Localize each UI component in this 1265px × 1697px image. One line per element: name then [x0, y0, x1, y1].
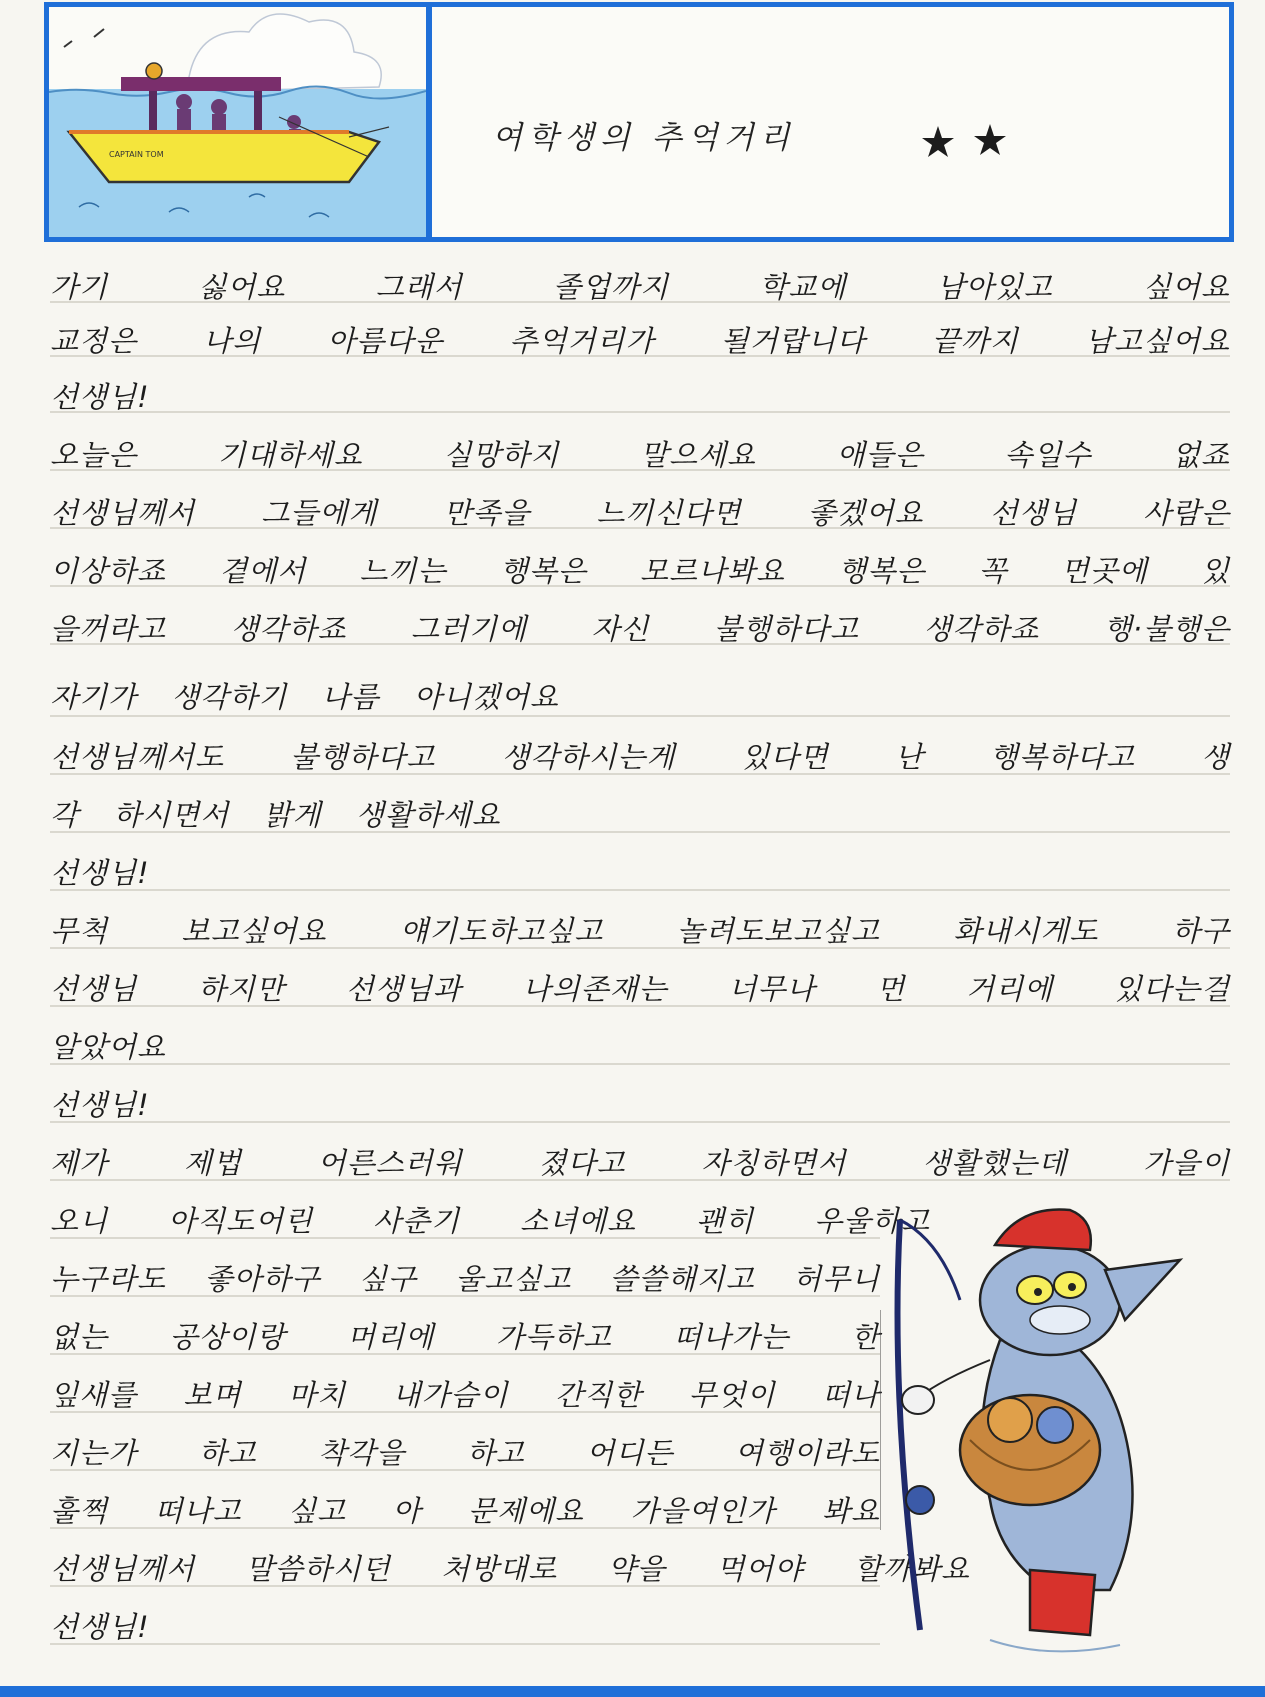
- letter-line-text: 선생님께서 그들에게 만족을 느끼신다면 좋겠어요 선생님 사람은: [50, 496, 1230, 530]
- letter-line: [50, 1482, 880, 1530]
- letter-line: [50, 1250, 880, 1298]
- bottom-border-band: [0, 1686, 1265, 1697]
- letter-line-text: 선생님 하지만 선생님과 나의존재는 너무나 먼 거리에 있다는걸: [50, 972, 1230, 1006]
- letter-line-text: 자기가 생각하기 나름 아니겠어요: [50, 680, 559, 714]
- letter-line: [50, 1540, 970, 1588]
- letter-line: [50, 258, 1230, 306]
- letter-line: [50, 1308, 880, 1356]
- letter-line-text: 선생님!: [50, 856, 150, 890]
- letter-line: [50, 902, 1230, 950]
- letter-line: [50, 786, 1230, 834]
- letter-line-text: 각 하시면서 밝게 생활하세요: [50, 798, 501, 832]
- letter-line-text: 가기 싫어요 그래서 졸업까지 학교에 남아있고 싶어요: [50, 270, 1230, 304]
- letter-line: [50, 600, 1230, 648]
- letter-line: [50, 1076, 1230, 1124]
- letter-line-text: 을꺼라고 생각하죠 그러기에 자신 불행하다고 생각하죠 행·불행은: [50, 612, 1230, 646]
- letter-line: [50, 1192, 930, 1240]
- letter-line: [50, 844, 1230, 892]
- letter-line: [50, 426, 1230, 474]
- letter-line-text: 훌쩍 떠나고 싶고 아 문제에요 가을여인가 봐요: [50, 1494, 880, 1528]
- letter-line-text: 오니 아직도어린 사춘기 소녀에요 괜히 우울하고: [50, 1204, 930, 1238]
- letter-line: [50, 312, 1230, 360]
- letter-line: [50, 368, 1230, 416]
- letter-line: [50, 484, 1230, 532]
- letter-line-text: 교정은 나의 아름다운 추억거리가 될거랍니다 끝까지 남고싶어요: [50, 324, 1230, 358]
- letter-line: [50, 1366, 880, 1414]
- header-title: 여학생의 추억거리: [492, 120, 796, 156]
- letter-line: [50, 668, 1230, 716]
- letter-line: [50, 728, 1230, 776]
- letter-line-text: 없는 공상이랑 머리에 가득하고 떠나가는 한: [50, 1320, 880, 1354]
- fishing-cat-illustration: [880, 1200, 1220, 1660]
- letter-line-text: 선생님께서 말씀하시던 처방대로 약을 먹어야 할까봐요: [50, 1552, 970, 1586]
- letter-line-text: 선생님!: [50, 380, 150, 414]
- letter-line: [50, 1018, 1230, 1066]
- letter-line-text: 제가 제법 어른스러워 졌다고 자칭하면서 생활했는데 가을이: [50, 1146, 1230, 1180]
- letter-line-text: 잎새를 보며 마치 내가슴이 간직한 무엇이 떠나: [50, 1378, 880, 1412]
- letter-line-text: 선생님!: [50, 1610, 150, 1644]
- letter-line: [50, 1424, 880, 1472]
- letter-line-text: 지는가 하고 착각을 하고 어디든 여행이라도: [50, 1436, 880, 1470]
- letter-line: [50, 542, 1230, 590]
- letter-line-text: 누구라도 좋아하구 싶구 울고싶고 쓸쓸해지고 허무니: [50, 1262, 880, 1296]
- letter-line-text: 이상하죠 곁에서 느끼는 행복은 모르나봐요 행복은 꼭 먼곳에 있: [50, 554, 1230, 588]
- letter-line-text: 오늘은 기대하세요 실망하지 말으세요 애들은 속일수 없죠: [50, 438, 1230, 472]
- letter-line-text: 선생님께서도 불행하다고 생각하시는게 있다면 난 행복하다고 생: [50, 740, 1230, 774]
- letter-line-text: 선생님!: [50, 1088, 150, 1122]
- letter-line-text: 무척 보고싶어요 얘기도하고싶고 놀려도보고싶고 화내시게도 하구: [50, 914, 1230, 948]
- boat-label: CAPTAIN TOM: [109, 150, 164, 159]
- letter-line-text: 알았어요: [50, 1030, 167, 1064]
- letter-line: [50, 960, 1230, 1008]
- letter-line: [50, 1134, 1230, 1182]
